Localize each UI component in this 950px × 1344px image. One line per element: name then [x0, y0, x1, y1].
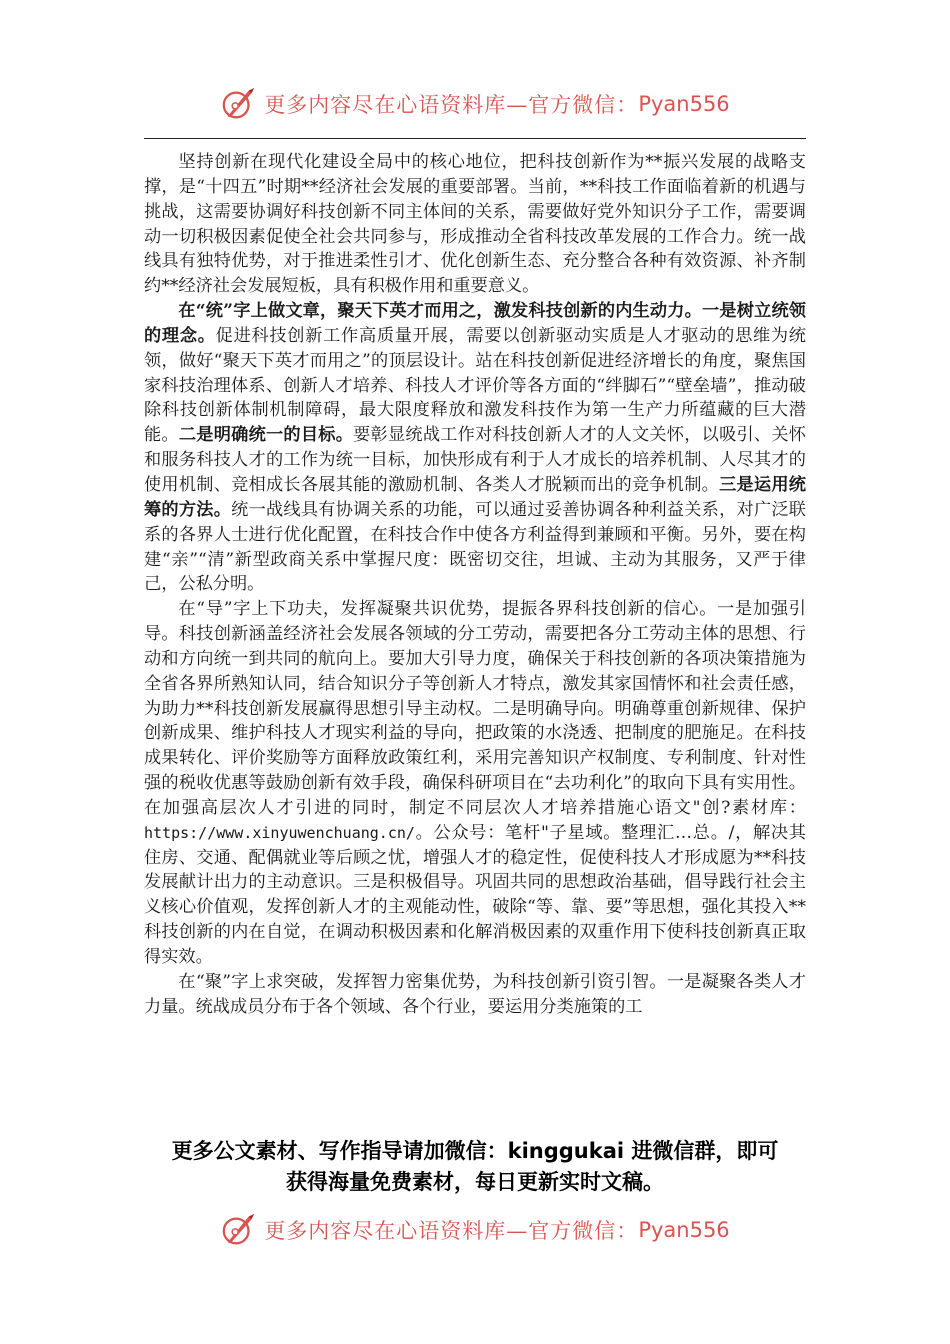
footer-wechat-id: Pyan556 — [638, 1218, 730, 1242]
paragraph-intro — [144, 150, 806, 299]
paragraph-ju — [144, 970, 806, 1020]
paragraph-dao — [144, 597, 806, 970]
header-banner — [0, 82, 950, 126]
paragraph-text: 要彰显统战工作对科技创新人才的人文关怀，以吸引、关怀和服务科技人才的工作为统一目标，加快形成有利于人才成长的培养机制、人尽其才的使用机制、竞相成长各展其能的激励机制、各类人才脱颖而出的竞争机制。 — [144, 425, 806, 495]
quill-logo-icon — [220, 85, 258, 123]
subheading: 二是明确统一的目标。 — [178, 425, 354, 446]
paragraph-text: 在“聚”字上求突破，发挥智力密集优势，为科技创新引资引智。一是凝聚各类人才力量。统战成员分布于各个领域、各个行业，要运用分类施策的工 — [144, 971, 806, 1017]
footer-banner-text: 更多内容尽在心语资料库—官方微信： — [264, 1219, 639, 1243]
promo-line-2: 获得海量免费素材，每日更新实时文稿。 — [286, 1170, 664, 1194]
subheading: 三是运用统筹的方法。 — [144, 474, 806, 520]
promo-notice — [100, 1136, 850, 1198]
paragraph-text: 。公众号：笔杆"子星域。整理汇…总。/，解决其住房、交通、配偶就业等后顾之忧，增强人才的稳定性，促使科技人才形成愿为**科技发展献计出力的主动意识。三是积极倡导。巩固共同的思想政治基础，倡导践行社会主义核心价值观，发挥创新人才的主观能动性，破除“等、靠、要”等思想，强化其投入**科技创新的内在自觉，在调动积极因素和化解消极因素的双重作用下使科技创新真正取得实效。 — [144, 822, 806, 967]
promo-line-1: 更多公文素材、写作指导请加微信：kinggukai 进微信群，即可 — [171, 1139, 779, 1163]
section-heading: 在“统”字上做文章，聚天下英才而用之，激发科技创新的内生动力。一是树立统领的理念。 — [144, 301, 806, 346]
paragraph-text: 在“导”字上下功夫，发挥凝聚共识优势，提振各界科技创新的信心。一是加强引导。科技创新涵盖经济社会发展各领域的分工劳动，需要把各分工劳动主体的思想、行动和方向统一到共同的航向上。要加大引导力度，确保关于科技创新的各项决策措施为全省各界所熟知认同，结合知识分子等创新人才特点，激发其家国情怀和社会责任感，为助力**科技创新发展赢得思想引导主动权。二是明确导向。明确尊重创新规律、保护创新成果、维护科技人才现实利益的导向，把政策的水浇透、把制度的肥施足。在科技成果转化、评价奖励等方面释放政策红利，采用完善知识产权制度、专利制度、针对性强的税收优惠等鼓励创新有效手段，确保科研项目在“去功利化”的取向下具有实用性。在加强高层次人才引进的同时，制定不同层次人才培养措施心语文"创?素材库： — [144, 599, 806, 818]
header-divider — [144, 138, 806, 139]
paragraph-text: 统一战线具有协调关系的功能，可以通过妥善协调各种利益关系，对广泛联系的各界人士进行优化配置，在科技合作中使各方利益得到兼顾和平衡。另外，要在构建“亲”“清”新型政商关系中掌握尺度：既密切交往，坦诚、主动为其服务，又严于律己，公私分明。 — [144, 499, 806, 595]
quill-logo-icon — [220, 1211, 258, 1249]
paragraph-tong — [144, 299, 806, 597]
header-banner-text: 更多内容尽在心语资料库—官方微信： — [264, 93, 639, 117]
header-wechat-id: Pyan556 — [638, 92, 730, 116]
footer-banner — [0, 1208, 950, 1252]
document-body — [144, 150, 806, 1020]
source-url[interactable]: https://www.xinyuwenchuang.cn/ — [144, 823, 415, 842]
paragraph-text: 促进科技创新工作高质量开展，需要以创新驱动实质是人才驱动的思维为统领，做好“聚天下英才而用之”的顶层设计。站在科技创新促进经济增长的角度，聚焦国家科技治理体系、创新人才培养、科技人才评价等各方面的“绊脚石”“壁垒墙”，推动破除科技创新体制机制障碍，最大限度释放和激发科技作为第一生产力所蕴藏的巨大潜能。 — [144, 325, 806, 446]
paragraph-text: 坚持创新在现代化建设全局中的核心地位，把科技创新作为**振兴发展的战略支撑，是“十四五”时期**经济社会发展的重要部署。当前，**科技工作面临着新的机遇与挑战，这需要协调好科技创新不同主体间的关系，需要做好党外知识分子工作，需要调动一切积极因素促使全社会共同参与，形成推动全省科技改革发展的工作合力。统一战线具有独特优势，对于推进柔性引才、优化创新生态、充分整合各种有效资源、补齐制约**经济社会发展短板，具有积极作用和重要意义。 — [144, 152, 806, 297]
